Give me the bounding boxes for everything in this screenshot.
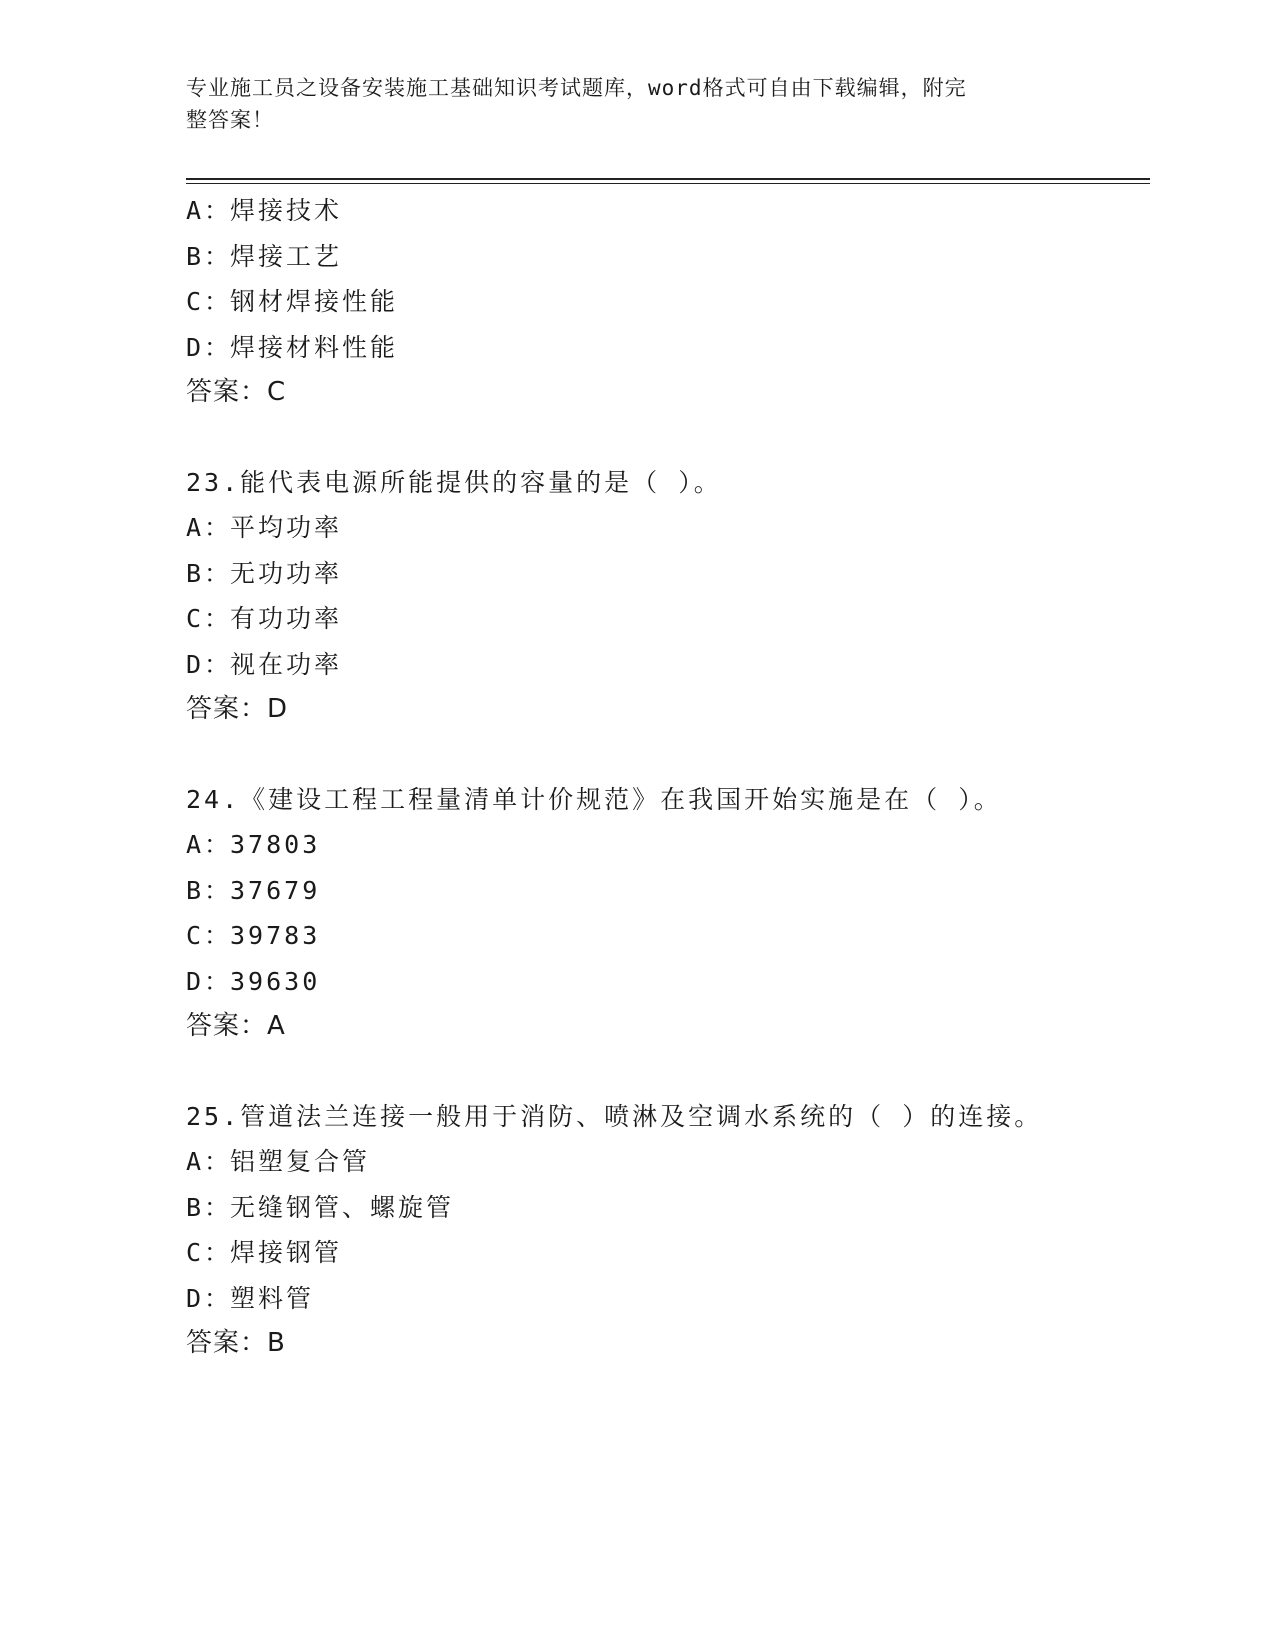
option-text: 37803 [230,830,321,859]
option-key: B： [186,1192,233,1222]
answer-line: 答案：C [186,377,287,407]
option-key: D： [186,966,233,996]
option-d [186,325,1150,371]
option-d [186,1276,1150,1322]
option-text: 塑料管 [230,1283,315,1313]
header-divider-thin [186,183,1150,184]
option-a [186,1139,1150,1185]
option-text: 平均功率 [230,513,343,542]
option-text: 焊接材料性能 [230,332,399,362]
option-text: 无功功率 [230,558,343,588]
option-text: 焊接钢管 [230,1238,343,1267]
question-block-23 [186,460,1150,733]
option-key: C： [186,921,233,950]
header-divider-thick [186,178,1150,180]
option-key: D： [186,332,233,362]
option-d [186,959,1150,1005]
answer-line: 答案：A [186,1011,286,1041]
option-key: C： [186,1238,233,1267]
option-c [186,913,1150,959]
option-key: A： [186,1147,233,1176]
option-c [186,279,1150,325]
option-key: B： [186,241,233,271]
spacer [186,733,1150,777]
option-key: D： [186,1283,233,1313]
spacer [186,1050,1150,1094]
option-b [186,868,1150,914]
option-key: A： [186,196,233,225]
option-key: C： [186,287,233,316]
option-text: 焊接工艺 [230,241,343,271]
question-title: 24.《建设工程工程量清单计价规范》在我国开始实施是在（ ）。 [186,784,1002,814]
header-line-1: 专业施工员之设备安装施工基础知识考试题库，word格式可自由下载编辑，附完 [186,76,967,100]
option-b [186,234,1150,280]
option-key: A： [186,513,233,542]
question-title: 23.能代表电源所能提供的容量的是（ ）。 [186,467,722,497]
option-b [186,1185,1150,1231]
option-key: D： [186,649,233,679]
option-text: 有功功率 [230,604,343,633]
option-text: 铝塑复合管 [230,1147,371,1176]
option-d [186,642,1150,688]
option-text: 37679 [230,875,321,905]
option-text: 39630 [230,966,321,996]
question-title: 25.管道法兰连接一般用于消防、喷淋及空调水系统的（ ）的连接。 [186,1101,1043,1131]
option-a [186,188,1150,234]
option-c [186,596,1150,642]
option-text: 钢材焊接性能 [230,287,399,316]
question-block-25 [186,1094,1150,1367]
spacer [186,416,1150,460]
answer-line: 答案：B [186,1328,286,1358]
option-key: B： [186,558,233,588]
option-c [186,1230,1150,1276]
option-key: A： [186,830,233,859]
option-text: 焊接技术 [230,196,343,225]
option-text: 视在功率 [230,649,343,679]
question-list [186,188,1150,1367]
question-block-partial [186,188,1150,416]
header-line-2: 整答案！ [186,108,274,132]
option-text: 无缝钢管、螺旋管 [230,1192,455,1222]
option-a [186,505,1150,551]
option-b [186,551,1150,597]
document-header [186,72,1066,136]
option-key: C： [186,604,233,633]
answer-line: 答案：D [186,694,289,724]
question-block-24 [186,777,1150,1050]
option-key: B： [186,875,233,905]
option-text: 39783 [230,921,321,950]
option-a [186,822,1150,868]
